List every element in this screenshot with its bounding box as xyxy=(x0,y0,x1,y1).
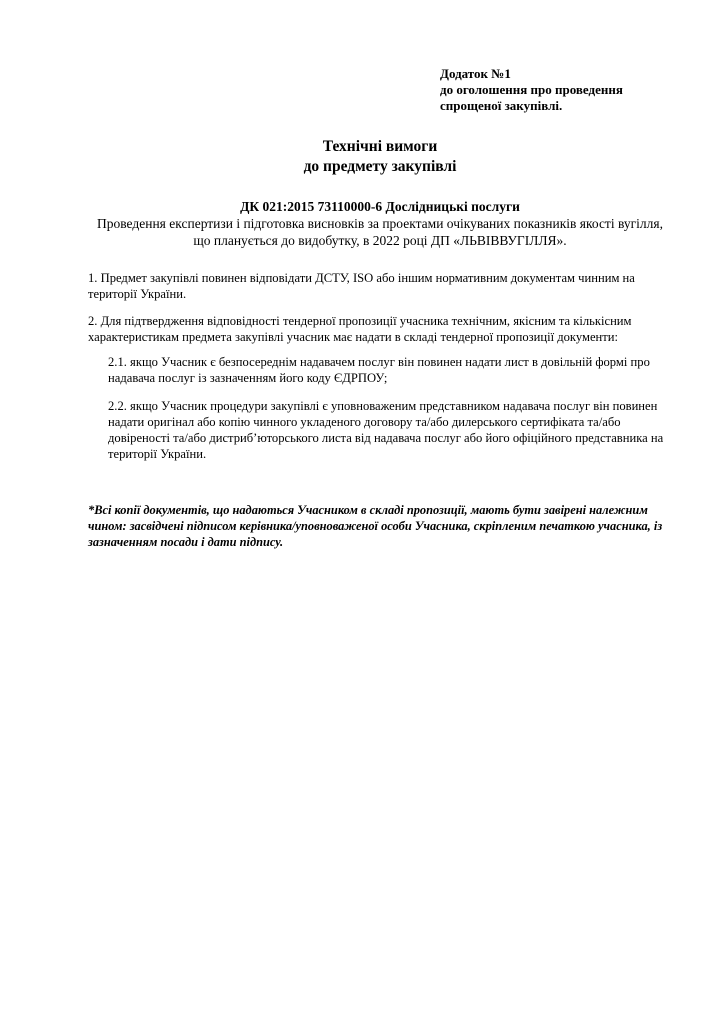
annex-line-2: до оголошення про проведення xyxy=(440,82,623,97)
document-title-line-2: до предмету закупівлі xyxy=(303,158,457,175)
subject-code: ДК 021:2015 73110000-6 Дослідницькі послуги xyxy=(240,199,520,214)
requirement-item-1: 1. Предмет закупівлі повинен відповідати ДСТУ, ISO або іншим нормативним документам чинним на території України. xyxy=(88,271,635,301)
subject-description: Проведення експертизи і підготовка висновків за проектами очікуваних показників якості вугілля, що планується до видобутку, в 2022 році ДП «ЛЬВІВВУГІЛЛЯ». xyxy=(97,216,663,248)
footnote: *Всі копії документів, що надаються Учасником в складі пропозиції, мають бути завірені належним чином: засвідчені підписом керівника/уповноваженої особи Учасника, скріпленим печаткою учасника, із зазначенням посади і дати підпису. xyxy=(88,503,663,549)
annex-line-1: Додаток №1 xyxy=(440,66,511,81)
requirement-item-2: 2. Для підтвердження відповідності тендерної пропозиції учасника технічним, якісним та кількісним характеристикам предмета закупівлі учасник має надати в складі тендерної пропозиції документи: xyxy=(88,314,632,344)
requirement-item-2-1: 2.1. якщо Учасник є безпосереднім надавачем послуг він повинен надати лист в довільній формі про надавача послуг із зазначенням його коду ЄДРПОУ; xyxy=(108,355,650,385)
annex-header xyxy=(440,66,700,114)
requirement-item-2-2: 2.2. якщо Учасник процедури закупівлі є уповноваженим представником надавача послуг він повинен надати оригінал або копію чинного укладеного договору та/або дилерського сертифіката та/або довіреності та/або дистриб’юторського листа від надавача послуг або його офіційного представника на території України. xyxy=(108,399,664,461)
document-title-line-1: Технічні вимоги xyxy=(322,138,438,155)
annex-line-3: спрощеної закупівлі. xyxy=(440,98,563,113)
